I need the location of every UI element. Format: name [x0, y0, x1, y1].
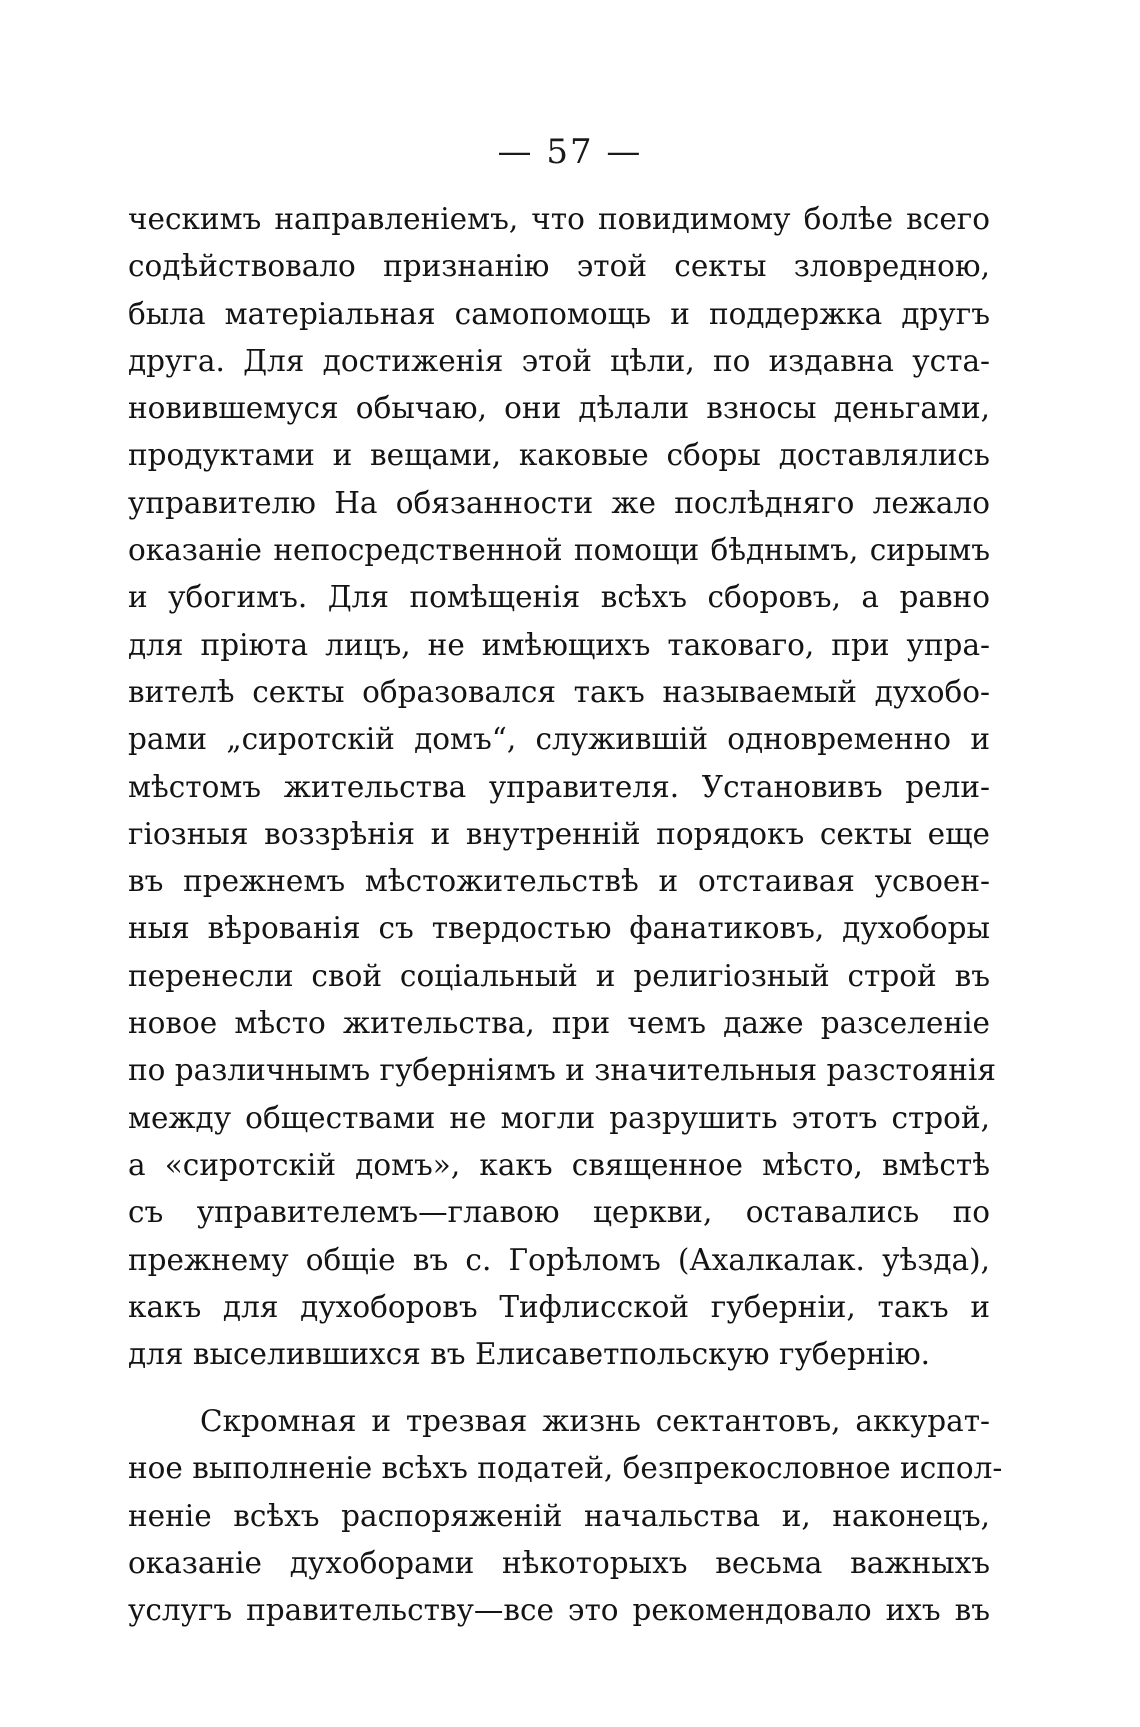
- text-line: гіозныя воззрѣнія и внутренній порядокъ секты еще: [128, 816, 990, 851]
- text-line: между обществами не могли разрушить этотъ строй,: [128, 1100, 990, 1135]
- text-line: въ прежнемъ мѣстожительствѣ и отстаивая усвоен-: [128, 864, 990, 899]
- text-line: ныя вѣрованія съ твердостью фанатиковъ, духоборы: [128, 911, 990, 946]
- text-line: друга. Для достиженія этой цѣли, по издавна уста-: [128, 343, 990, 378]
- text-line: ное выполненіе всѣхъ податей, безпрекословное испол-: [128, 1451, 1003, 1486]
- text-line: Скромная и трезвая жизнь сектантовъ, аккурат-: [200, 1404, 990, 1438]
- text-line: новившемуся обычаю, они дѣлали взносы деньгами,: [128, 391, 990, 426]
- text-line: ческимъ направленіемъ, что повидимому болѣе всего: [128, 202, 990, 236]
- text-line: содѣйствовало признанію этой секты зловредною,: [128, 249, 990, 284]
- text-line: оказаніе духоборами нѣкоторыхъ весьма важныхъ: [128, 1545, 990, 1580]
- text-line: рами „сиротскій домъ“, служившій одновременно и: [128, 722, 990, 757]
- text-line: неніе всѣхъ распоряженій начальства и, наконецъ,: [128, 1498, 990, 1533]
- text-line: и убогимъ. Для помѣщенія всѣхъ сборовъ, а равно: [128, 580, 990, 615]
- text-line: была матеріальная самопомощь и поддержка другъ: [128, 296, 990, 331]
- text-line: для пріюта лицъ, не имѣющихъ таковаго, при упра-: [128, 627, 990, 662]
- text-line: прежнему общіе въ с. Горѣломъ (Ахалкалак. уѣзда),: [128, 1242, 990, 1277]
- text-line: продуктами и вещами, каковые сборы доставлялись: [128, 438, 990, 473]
- paragraph-1: [128, 196, 996, 1378]
- paragraph-2: [128, 1398, 1003, 1634]
- text-line: вителѣ секты образовался такъ называемый духобо-: [128, 674, 990, 709]
- text-line: для выселившихся въ Елисаветпольскую губернію.: [128, 1337, 931, 1372]
- text-line: услугъ правительству—все это рекомендовало ихъ въ: [128, 1593, 990, 1628]
- text-line: какъ для духоборовъ Тифлисской губерніи, такъ и: [128, 1289, 990, 1324]
- text-line: новое мѣсто жительства, при чемъ даже разселеніе: [128, 1006, 990, 1041]
- text-line: а «сиротскій домъ», какъ священное мѣсто, вмѣстѣ: [128, 1147, 990, 1182]
- text-line: съ управителемъ—главою церкви, оставались по: [128, 1195, 990, 1230]
- text-line: управителю На обязанности же послѣдняго лежало: [128, 485, 990, 520]
- page-number: — 57 —: [497, 132, 643, 172]
- text-line: перенесли свой соціальный и религіозный строй въ: [128, 958, 990, 993]
- text-line: мѣстомъ жительства управителя. Установивъ рели-: [128, 769, 990, 804]
- text-line: по различнымъ губерніямъ и значительныя разстоянія: [128, 1053, 996, 1088]
- text-line: оказаніе непосредственной помощи бѣднымъ, сирымъ: [128, 533, 990, 568]
